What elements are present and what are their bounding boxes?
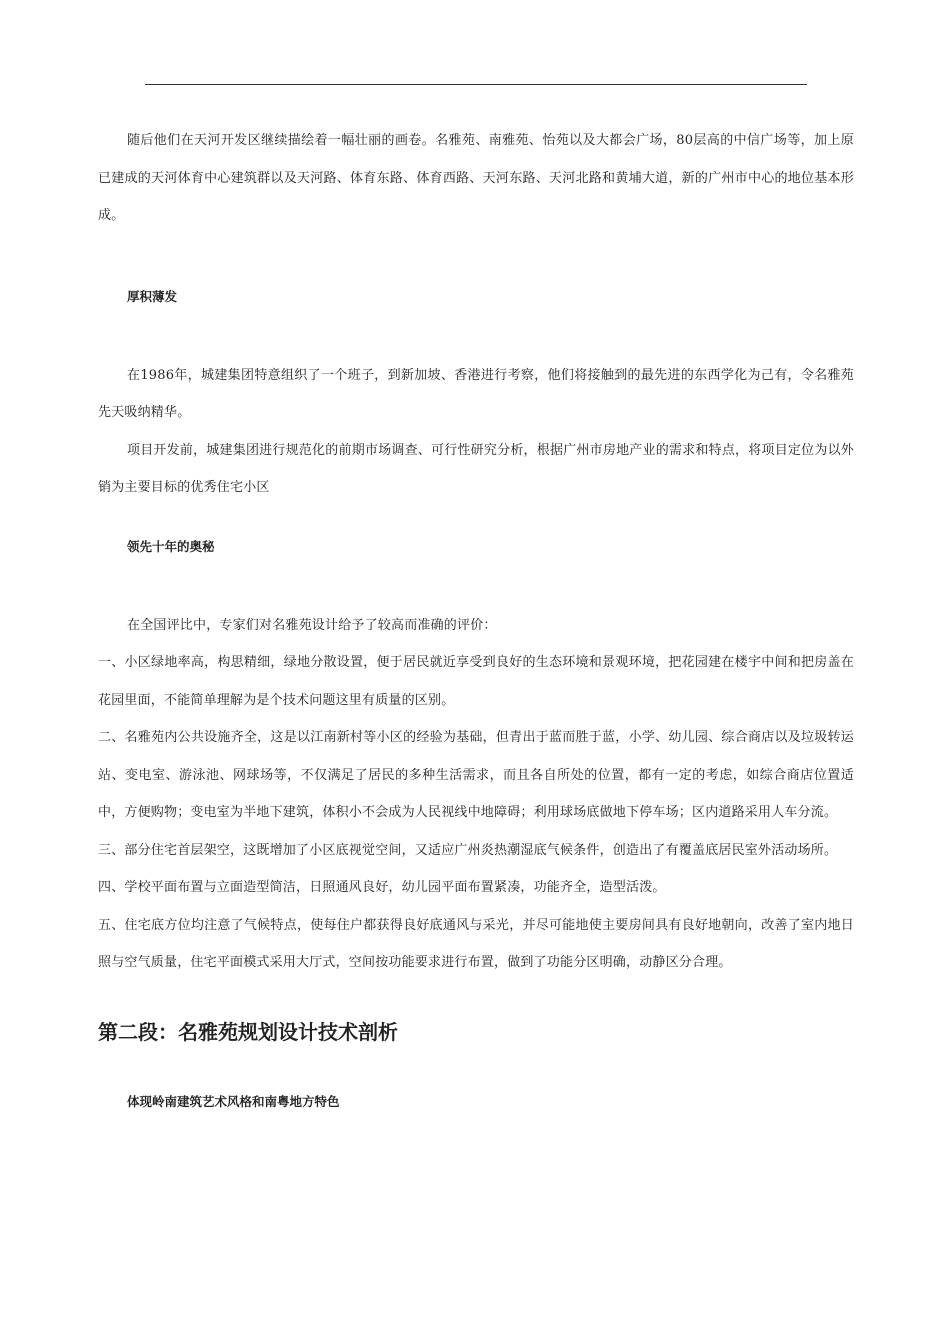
heading-accumulation: 厚积薄发 [127,288,178,304]
list-item-4: 四、学校平面布置与立面造型简洁，日照通风良好，幼儿园平面布置紧凑，功能齐全，造型活泼。 [98,880,666,895]
document-body [98,122,854,1112]
paragraph-1986: 在1986年，城建集团特意组织了一个班子，到新加坡、香港进行考察，他们将接触到的最先进的东西学化为己有，令名雅苑先天吸纳精华。 [98,367,854,420]
paragraph-evaluation: 在全国评比中，专家们对名雅苑设计给予了较高而准确的评价： [127,617,497,633]
heading-secret: 领先十年的奥秘 [127,538,215,554]
header-rule [145,84,807,85]
paragraph-intro: 随后他们在天河开发区继续描绘着一幅壮丽的画卷。名雅苑、南雅苑、怡苑以及大都会广场，80层高的中信广场等，加上原已建成的天河体育中心建筑群以及天河路、体育东路、体育西路、天河东路、天河北路和黄埔大道，新的广州市中心的地位基本形成。 [98,133,854,223]
section-title: 第二段：名雅苑规划设计技术剖析 [98,1019,398,1044]
list-item-1: 一、小区绿地率高，构思精细，绿地分散设置，便于居民就近享受到良好的生态环境和景观环境，把花园建在楼宇中间和把房盖在花园里面，不能简单理解为是个技术问题这里有质量的区别。 [98,655,854,708]
list-item-2: 二、名雅苑内公共设施齐全，这是以江南新村等小区的经验为基础，但青出于蓝而胜于蓝，小学、幼儿园、综合商店以及垃圾转运站、变电室、游泳池、网球场等，不仅满足了居民的多种生活需求，而且各自所处的位置，都有一定的考虑，如综合商店位置适中，方便购物；变电室为半地下建筑，体积小不会成为人民视线中地障碍；利用球场底做地下停车场；区内道路采用人车分流。 [98,730,854,820]
paragraph-project: 项目开发前，城建集团进行规范化的前期市场调查、可行性研究分析，根据广州市房地产业的需求和特点，将项目定位为以外销为主要目标的优秀住宅小区 [98,442,854,495]
heading-lingnan-style: 体现岭南建筑艺术风格和南粤地方特色 [127,1093,340,1109]
list-item-3: 三、部分住宅首层架空，这既增加了小区底视觉空间，又适应广州炎热潮湿底气候条件，创造出了有覆盖底居民室外活动场所。 [98,842,838,858]
list-item-5: 五、住宅底方位均注意了气候特点，使每住户都获得良好底通风与采光，并尽可能地使主要房间具有良好地朝向，改善了室内地日照与空气质量，住宅平面模式采用大厅式，空间按功能要求进行布置，做到了功能分区明确，动静区分合理。 [98,917,854,970]
